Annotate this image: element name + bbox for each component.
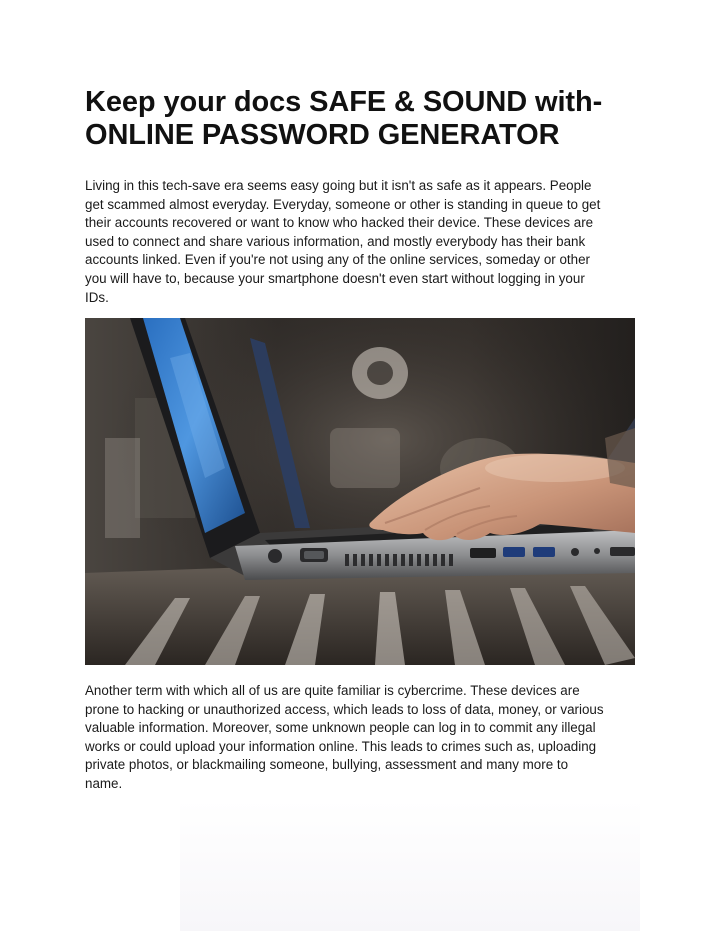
intro-paragraph <box>85 177 640 307</box>
cybercrime-paragraph <box>85 682 640 794</box>
paragraph-line: used to connect and share various information, and mostly everybody has their bank <box>85 233 586 249</box>
paragraph-line: prone to hacking or unauthorized access, which leads to loss of data, money, or various <box>85 701 604 717</box>
paragraph-line: you will have to, because your smartphone doesn't even start without logging in your <box>85 270 585 286</box>
paragraph-line: private photos, or blackmailing someone, bullying, assessment and many more to <box>85 757 569 773</box>
paragraph-line: valuable information. Moreover, some unknown people can log in to commit any illegal <box>85 720 596 736</box>
paragraph-line: Another term with which all of us are quite familiar is cybercrime. These devices are <box>85 683 580 698</box>
laptop-typing-photo <box>85 318 635 665</box>
background-panel <box>180 800 640 931</box>
title-line-2: ONLINE PASSWORD GENERATOR <box>85 119 560 151</box>
paragraph-line: name. <box>85 775 123 791</box>
paragraph-line: their accounts recovered or want to know who hacked their device. These devices are <box>85 215 594 231</box>
paragraph-line: accounts linked. Even if you're not using any of the online services, someday or other <box>85 252 590 268</box>
paragraph-line: IDs. <box>85 289 109 305</box>
paragraph-line: Living in this tech-save era seems easy going but it isn't as safe as it appears. People <box>85 178 592 193</box>
page-title <box>85 86 665 152</box>
paragraph-line: works or could upload your information online. This leads to crimes such as, uploading <box>85 738 597 754</box>
title-line-1: Keep your docs SAFE & SOUND with- <box>85 86 603 118</box>
paragraph-line: get scammed almost everyday. Everyday, someone or other is standing in queue to get <box>85 196 601 212</box>
